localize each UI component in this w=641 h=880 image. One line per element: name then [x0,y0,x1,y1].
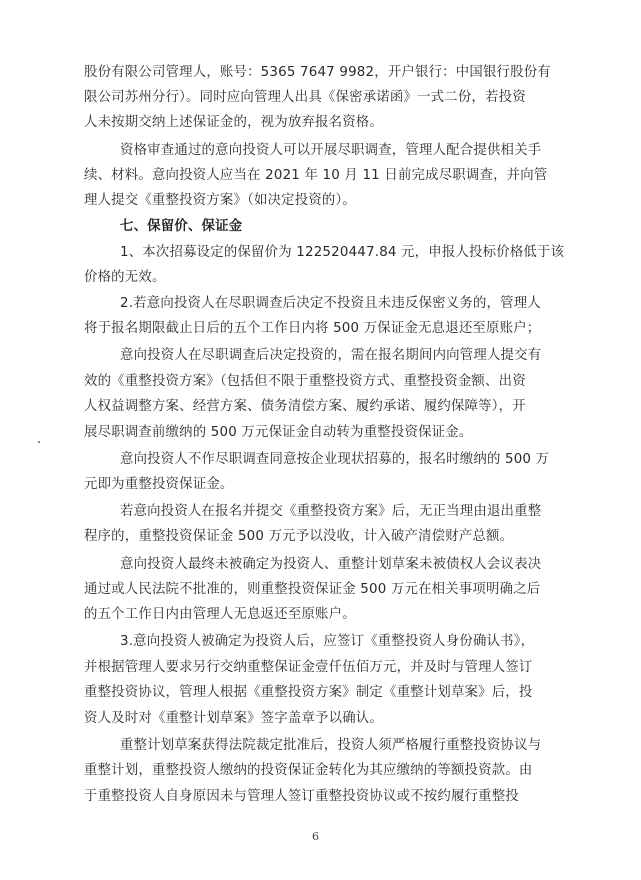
text-line: 续、材料。意向投资人应当在 2021 年 10 月 11 日前完成尽职调查，并向管 [84,168,548,183]
text-line: 资格审查通过的意向投资人可以开展尽职调查，管理人配合提供相关手 [120,143,542,158]
text-line: 于重整投资人自身原因未与管理人签订重整投资协议或不按约履行重整投 [84,789,519,804]
text-line: 效的《重整投资方案》（包括但不限于重整投资方式、重整投资金额、出资 [84,374,526,389]
text-line: 元即为重整投资保证金。 [84,477,234,492]
text-line: 2.若意向投资人在尽职调查后决定不投资且未违反保密义务的，管理人 [120,296,541,311]
text-line: 股份有限公司管理人，账号：5365 7647 9982，开户银行：中国银行股份有 [84,65,551,80]
text-line: 限公司苏州分行）。同时应向管理人出具《保密承诺函》一式二份，若投资 [84,90,526,105]
text-line: 重整计划，重整投资人缴纳的投资保证金转化为其应缴纳的等额投资款。由 [84,763,533,778]
text-line: 价格的无效。 [84,270,166,285]
text-line: 若意向投资人在报名并提交《重整投资方案》后，无正当理由退出重整 [120,504,542,519]
text-line: 通过或人民法院不批准的，则重整投资保证金 500 万元在相关事项明确之后 [84,582,541,597]
scan-speck [38,441,40,443]
text-line: 重整计划草案获得法院裁定批准后，投资人须严格履行重整投资协议与 [120,738,542,753]
text-line: 人权益调整方案、经营方案、债务清偿方案、履约承诺、履约保障等），开 [84,399,526,414]
page-number: 6 [312,830,319,843]
text-line: 资人及时对《重整计划草案》签字盖章予以确认。 [84,711,383,726]
text-line: 重整投资协议，管理人根据《重整投资方案》制定《重整计划草案》后，投 [84,685,533,700]
text-line: 理人提交《重整投资方案》（如决定投资的）。 [84,193,357,208]
text-line: 的五个工作日内由管理人无息返还至原账户。 [84,607,356,622]
text-line: 1、本次招募设定的保留价为 122520447.84 元，申报人投标价格低于该 [120,245,565,260]
text-line: 意向投资人不作尽职调查同意按企业现状招募的，报名时缴纳的 500 万 [120,452,550,467]
text-line: 将于报名期限截止日后的五个工作日内将 500 万保证金无息退还至原账户； [84,321,541,336]
text-line: 程序的，重整投资保证金 500 万元予以没收，计入破产清偿财产总额。 [84,529,514,544]
text-line: 人未按期交纳上述保证金的，视为放弃报名资格。 [84,115,383,130]
text-line: 意向投资人最终未被确定为投资人、重整计划草案未被债权人会议表决 [120,557,542,572]
text-line: 3.意向投资人被确定为投资人后，应签订《重整投资人身份确认书》， [120,634,535,649]
text-line: 意向投资人在尽职调查后决定投资的，需在报名期间内向管理人提交有 [120,348,542,363]
text-line: 展尽职调查前缴纳的 500 万元保证金自动转为重整投资保证金。 [84,425,473,440]
text-line: 并根据管理人要求另行交纳重整保证金壹仟伍佰万元，并及时与管理人签订 [84,660,533,675]
section-heading: 七、保留价、保证金 [120,219,243,234]
